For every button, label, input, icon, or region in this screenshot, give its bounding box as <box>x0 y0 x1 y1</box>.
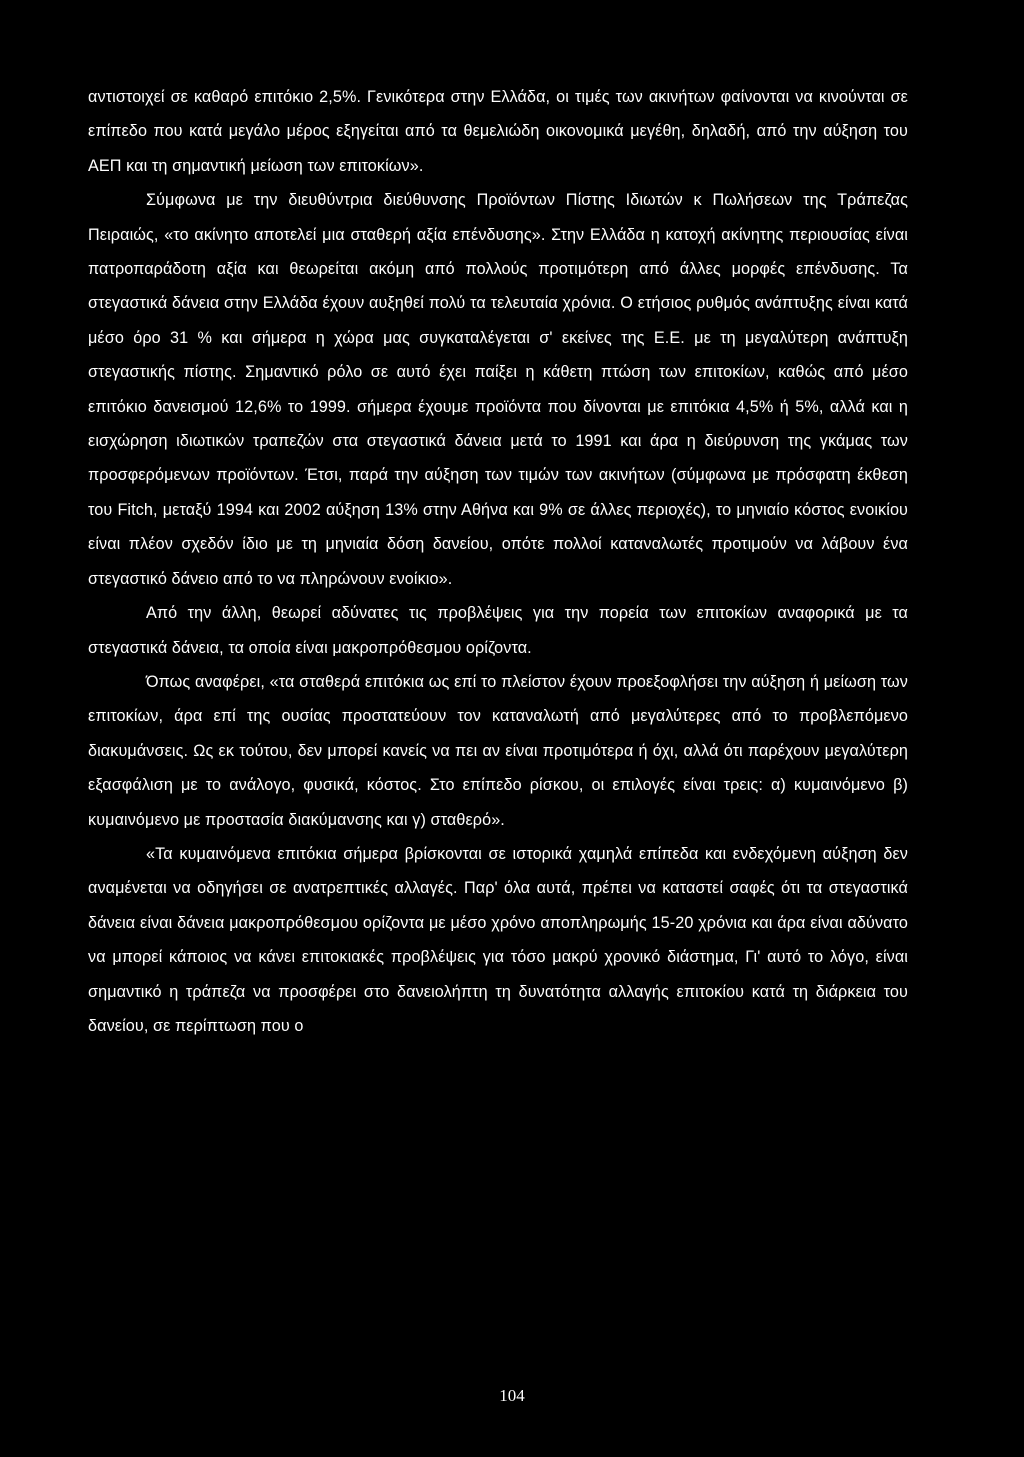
paragraph-2: Σύμφωνα με την διευθύντρια διεύθυνσης Προϊόντων Πίστης Ιδιωτών κ Πωλήσεων της Τράπεζας Πειραιώς, «το ακίνητο αποτελεί μια σταθερή αξία επένδυσης». Στην Ελλάδα η κατοχή ακίνητης περιουσίας είναι πατροπαράδοτη αξία και θεωρείται ακόμη από πολλούς προτιμότερη από άλλες μορφές επένδυσης. Τα στεγαστικά δάνεια στην Ελλάδα έχουν αυξηθεί πολύ τα τελευταία χρόνια. Ο ετήσιος ρυθμός ανάπτυξης είναι κατά μέσο όρο 31 % και σήμερα η χώρα μας συγκαταλέγεται σ' εκείνες της Ε.Ε. με τη μεγαλύτερη ανάπτυξη στεγαστικής πίστης. Σημαντικό ρόλο σε αυτό έχει παίξει η κάθετη πτώση των επιτοκίων, καθώς από μέσο επιτόκιο δανεισμού 12,6% το 1999. σήμερα έχουμε προϊόντα που δίνονται με επιτόκια 4,5% ή 5%, αλλά και η εισχώρηση ιδιωτικών τραπεζών στα στεγαστικά δάνεια μετά το 1991 και άρα η διεύρυνση της γκάμας των προσφερόμενων προϊόντων. Έτσι, παρά την αύξηση των τιμών των ακινήτων (σύμφωνα με πρόσφατη έκθεση του Fitch, μεταξύ 1994 και 2002 αύξηση 13% στην Αθήνα και 9% σε άλλες περιοχές), το μηνιαίο κόστος ενοικίου είναι πλέον σχεδόν ίδιο με τη μηνιαία δόση δανείου, οπότε πολλοί καταναλωτές προτιμούν να λάβουν ένα στεγαστικό δάνειο από το να πληρώνουν ενοίκιο». <box>88 191 908 588</box>
document-body <box>88 80 908 1043</box>
paragraph-3: Από την άλλη, θεωρεί αδύνατες τις προβλέψεις για την πορεία των επιτοκίων αναφορικά με τα στεγαστικά δάνεια, τα οποία είναι μακροπρόθεσμου ορίζοντα. <box>88 604 908 657</box>
page-number: 104 <box>499 1386 525 1405</box>
paragraph-4: Όπως αναφέρει, «τα σταθερά επιτόκια ως επί το πλείστον έχουν προεξοφλήσει την αύξηση ή μείωση των επιτοκίων, άρα επί της ουσίας προστατεύουν τον καταναλωτή από μεγαλύτερες από το προβλεπόμενο διακυμάνσεις. Ως εκ τούτου, δεν μπορεί κανείς να πει αν είναι προτιμότερα ή όχι, αλλά ότι παρέχουν μεγαλύτερη εξασφάλιση με το ανάλογο, φυσικά, κόστος. Στο επίπεδο ρίσκου, οι επιλογές είναι τρεις: α) κυμαινόμενο β) κυμαινόμενο με προστασία διακύμανσης και γ) σταθερό». <box>88 672 908 829</box>
paragraph-5: «Τα κυμαινόμενα επιτόκια σήμερα βρίσκονται σε ιστορικά χαμηλά επίπεδα και ενδεχόμενη αύξηση δεν αναμένεται να οδηγήσει σε ανατρεπτικές αλλαγές. Παρ' όλα αυτά, πρέπει να καταστεί σαφές ότι τα στεγαστικά δάνεια είναι δάνεια μακροπρόθεσμου ορίζοντα με μέσο χρόνο αποπληρωμής 15-20 χρόνια και άρα είναι αδύνατο να μπορεί κάποιος να κάνει επιτοκιακές προβλέψεις για τόσο μακρύ χρονικό διάστημα, Γι' αυτό το λόγο, είναι σημαντικό η τράπεζα να προσφέρει στο δανειολήπτη τη δυνατότητα αλλαγής επιτοκίου κατά τη διάρκεια του δανείου, σε περίπτωση που ο <box>88 844 908 1035</box>
paragraph-1: αντιστοιχεί σε καθαρό επιτόκιο 2,5%. Γενικότερα στην Ελλάδα, οι τιμές των ακινήτων φαίνονται να κινούνται σε επίπεδο που κατά μεγάλο μέρος εξηγείται από τα θεμελιώδη οικονομικά μεγέθη, δηλαδή, από την αύξηση του ΑΕΠ και τη σημαντική μείωση των επιτοκίων». <box>88 88 908 175</box>
